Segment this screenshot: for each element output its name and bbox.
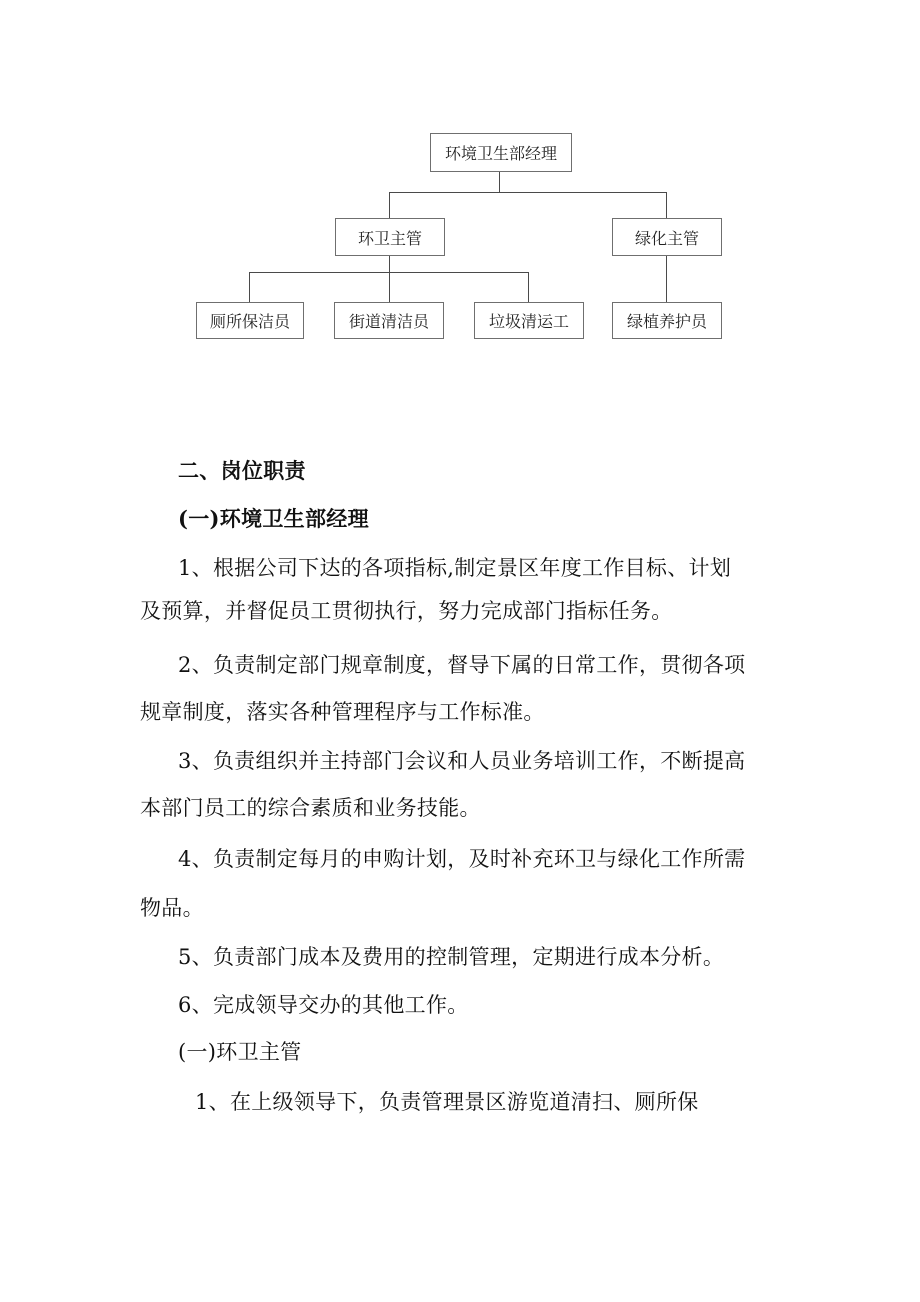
connector-line	[666, 192, 667, 218]
org-node-greening-supervisor: 绿化主管	[612, 218, 722, 256]
connector-line	[389, 192, 390, 218]
duty-line: 2、负责制定部门规章制度，督导下属的日常工作，贯彻各项	[178, 653, 746, 677]
duty-line: 1、在上级领导下，负责管理景区游览道清扫、厕所保	[195, 1090, 699, 1114]
connector-line	[389, 272, 390, 302]
connector-line	[528, 272, 529, 302]
duty-line: 及预算，并督促员工贯彻执行，努力完成部门指标任务。	[140, 599, 673, 623]
subsection-title-manager: (一)环境卫生部经理	[178, 506, 369, 531]
org-node-street-cleaner: 街道清洁员	[334, 302, 444, 339]
duty-line: 5、负责部门成本及费用的控制管理，定期进行成本分析。	[178, 945, 725, 969]
org-node-plant-caretaker: 绿植养护员	[612, 302, 722, 339]
org-node-root: 环境卫生部经理	[430, 133, 572, 172]
section-heading: 二、岗位职责	[178, 458, 306, 483]
duty-line: 本部门员工的综合素质和业务技能。	[140, 796, 481, 820]
subsection-title-supervisor: (一)环卫主管	[178, 1040, 302, 1064]
connector-line	[666, 256, 667, 302]
connector-line	[389, 192, 667, 193]
duty-line: 1、根据公司下达的各项指标,制定景区年度工作目标、计划	[178, 556, 732, 580]
duty-line: 6、完成领导交办的其他工作。	[178, 993, 469, 1017]
connector-line	[249, 272, 250, 302]
duty-line: 3、负责组织并主持部门会议和人员业务培训工作，不断提高	[178, 749, 746, 773]
connector-line	[499, 172, 500, 192]
org-node-toilet-cleaner: 厕所保洁员	[196, 302, 304, 339]
org-node-sanitation-supervisor: 环卫主管	[335, 218, 445, 256]
duty-line: 4、负责制定每月的申购计划，及时补充环卫与绿化工作所需	[178, 847, 746, 871]
connector-line	[389, 256, 390, 272]
org-node-garbage-worker: 垃圾清运工	[474, 302, 584, 339]
duty-line: 物品。	[140, 896, 204, 920]
duty-line: 规章制度，落实各种管理程序与工作标准。	[140, 700, 545, 724]
